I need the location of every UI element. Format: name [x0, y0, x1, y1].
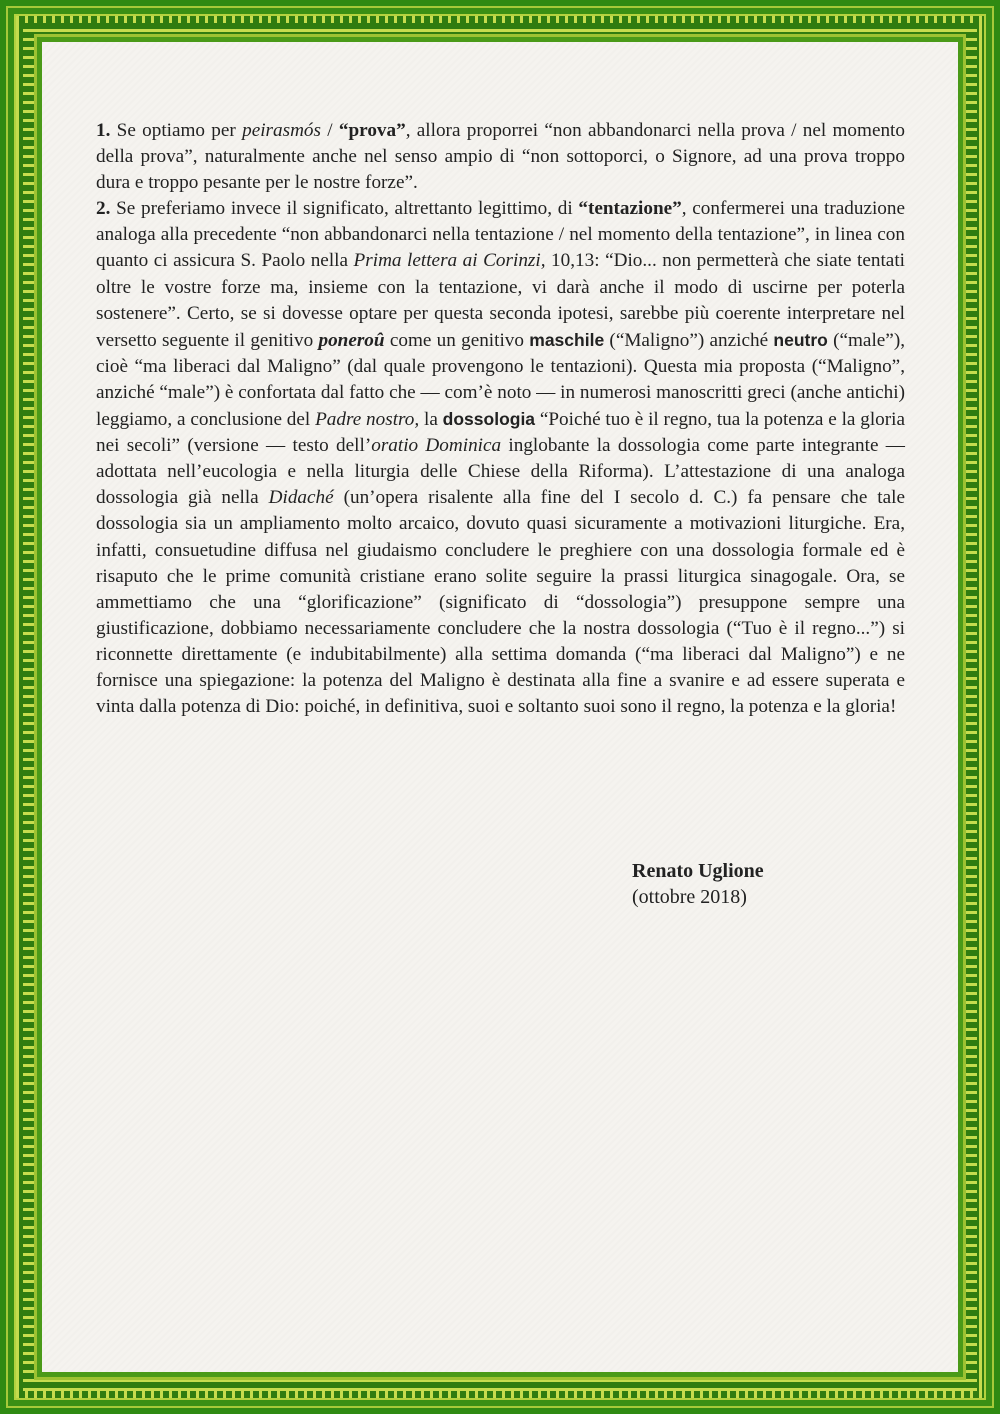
text-span: (“male”), cioè “ma liberaci dal Maligno” (dal quale provengono le tentazioni). Questa mia proposta (“Maligno”, anziché “male”) è confortata dal fatto che — com’è noto — in numerosi manoscritti greci (anche antichi) leggiamo, a conclusione del: [96, 329, 906, 431]
bold-term: maschile: [529, 329, 605, 350]
paragraph-1: [96, 118, 905, 196]
italic-term: peirasmós: [242, 120, 321, 141]
bold-term: “tentazione”: [578, 198, 682, 220]
signature-block: [632, 858, 764, 910]
paragraph-2: [96, 196, 905, 720]
text-span: (“Maligno”) anziché: [604, 329, 774, 351]
text-span: “Poiché tuo è il regno, tua la potenza e la gloria nei secoli” (versione — testo dell’: [96, 409, 905, 457]
italic-term: oratio Dominica: [371, 435, 502, 457]
text-span: (un’opera risalente alla fine del I secolo d. C.) fa pensare che tale dossologia sia un ampliamento molto arcaico, dovuto quasi sicuramente a motivazioni liturgiche. Era, infatti, consuetudine diffusa nel giudaismo concludere le preghiere con una dossologia formale ed è risaputo che le prime comunità cristiane erano solite seguire la prassi liturgica sinagogale. Ora, se ammettiamo che una “glorificazione” (significato di “dossologia”) presuppone sempre una giustificazione, dobbiamo necessariamente concludere che la nostra dossologia (“Tuo è il regno...”) si riconnette direttamente (e indubitabilmente) alla settima domanda (“ma liberaci dal Maligno”) e ne fornisce una spiegazione: la potenza del Maligno è destinata alla fine a svanire e ad essere superata e vinta dalla potenza di Dio: poiché, in definitiva, suoi e soltanto suoi sono il regno, la potenza e la gloria!: [96, 487, 906, 718]
text-span: , confermerei una traduzione analoga alla precedente “non abbandonarci nella tentazione / nel momento della tentazione”, in linea con quanto ci assicura S. Paolo nella: [96, 198, 906, 272]
paragraph-1-number: 1.: [96, 120, 111, 141]
document-body: [96, 118, 905, 720]
text-span: come un genitivo: [384, 329, 530, 351]
bold-term: neutro: [773, 329, 828, 350]
bold-term: “prova”: [338, 120, 406, 141]
greek-term: poneroû: [318, 329, 385, 351]
text-span: , allora proporrei “non abbandonarci nella prova / nel momento della prova”, naturalmente anche nel senso ampio di “non sottoporci, o Signore, ad una prova troppo dura e troppo pesante per le nostre forze”.: [96, 120, 905, 194]
author-name: Renato Uglione: [632, 860, 764, 882]
text-span: inglobante la dossologia come parte integrante — adottata nell’eucologia e nella liturgia delle Chiese della Riforma). L’attestazione di una analoga dossologia già nella: [96, 435, 905, 509]
text-span: Se optiamo per: [110, 120, 243, 141]
text-span: Se preferiamo invece il significato, altrettanto legittimo, di: [110, 198, 579, 220]
text-span: /: [320, 120, 339, 141]
italic-title: Prima lettera ai Corinzi,: [353, 250, 546, 272]
italic-title: Didaché: [268, 487, 334, 509]
signature-date: (ottobre 2018): [632, 886, 747, 908]
paragraph-2-number: 2.: [96, 198, 111, 220]
bold-term: dossologia: [442, 409, 536, 430]
text-span: 10,13: “Dio... non permetterà che siate tentati oltre le vostre forze ma, insieme con la tentazione, vi darà anche il modo di uscirne per poterla sostenere”. Certo, se si dovesse optare per questa seconda ipotesi, sarebbe più coerente interpretare nel versetto seguente il genitivo: [96, 250, 905, 351]
italic-title: Padre nostro,: [315, 409, 420, 431]
text-span: la: [419, 409, 443, 431]
